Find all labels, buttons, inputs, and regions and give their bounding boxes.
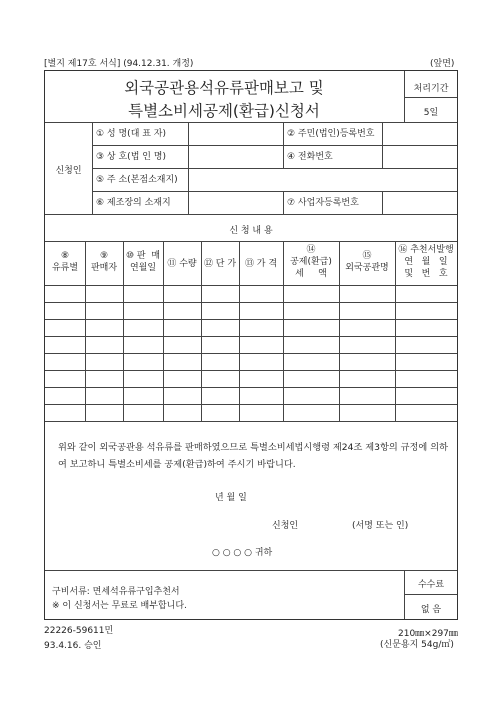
addressee: ○ ○ ○ ○ 귀하 (212, 548, 273, 558)
paper-size: 210㎜×297㎜ (398, 629, 458, 639)
applicant-split2 (382, 122, 383, 168)
form-title-line2: 특별소비세공제(환급)신청서 (128, 102, 320, 120)
form-id: [별지 제17호 서식] (94.12.31. 개정) (44, 59, 194, 69)
page-side: (앞면) (430, 59, 455, 69)
processing-label: 처리기간 (413, 84, 449, 94)
grid-col5 (239, 241, 240, 421)
form-code: 22226-59611민 (44, 626, 114, 636)
grid-col1 (85, 241, 86, 421)
col-tax-amount: ⑭ 공제(환급) 세 액 (290, 245, 332, 279)
fee-value: 없 음 (420, 605, 442, 615)
processing-value: 5일 (423, 108, 439, 118)
applicant-bottom-line (45, 214, 457, 215)
field-name-label: ① 성 명(대 표 자) (96, 129, 167, 139)
statement-text: 위와 같이 외국공관용 석유류를 판매하였으므로 특별소비세법시행령 제24조 제3항의 규정에 의하여 보고하니 특별소비세를 공제(환급)하여 주시기 바랍니다. (58, 442, 448, 470)
col-price: ⑬ 가 격 (244, 259, 278, 269)
field-factory-label: ⑥ 제조장의 소재지 (96, 198, 171, 208)
attachment-line: 구비서류: 면세석유류구입추천서 (52, 587, 180, 597)
field-address-label: ⑤ 주 소(본점소재지) (96, 175, 178, 185)
field-company-label: ③ 상 호(법 인 명) (96, 152, 167, 162)
sign-hint: (서명 또는 인) (352, 521, 409, 531)
grid-col6 (283, 241, 284, 421)
applicant-row3 (92, 191, 457, 192)
applicant-split1 (283, 122, 284, 168)
proc-divider (404, 97, 457, 98)
title-bottom-line (45, 122, 457, 123)
grid-row8 (45, 421, 457, 422)
col-unit-price: ⑫ 단 가 (203, 259, 237, 269)
paper-type: (신문용지 54g/㎡) (380, 640, 454, 650)
col-oil-type: ⑧ 유류별 (51, 251, 79, 273)
free-note: ※ 이 신청서는 무료로 배부합니다. (52, 601, 187, 611)
applicant-split3 (283, 191, 284, 214)
fee-divider (404, 594, 457, 595)
applicant-mid-line (188, 122, 189, 214)
details-title: 신 청 내 용 (229, 226, 273, 236)
col-recommendation: ⑯ 추천서발행 연 월 일 및 번 호 (398, 245, 454, 279)
date-line: 년 월 일 (215, 493, 247, 503)
grid-col8 (395, 241, 396, 421)
applicant-row1 (92, 145, 457, 146)
applicant-split4 (382, 191, 383, 214)
grid-col4 (201, 241, 202, 421)
col-quantity: ⑪ 수량 (167, 259, 197, 269)
field-phone-label: ④ 전화번호 (287, 152, 333, 162)
approval-date: 93.4.16. 승인 (44, 641, 102, 651)
footer-top-line (45, 570, 457, 571)
form-title-line1: 외국공관용석유류판매보고 및 (124, 79, 324, 97)
col-sale-date: ⑩ 판 매 연월일 (125, 251, 161, 273)
grid-col3 (163, 241, 164, 421)
field-bizno-label: ⑦ 사업자등록번호 (287, 198, 359, 208)
applicant-label: 신청인 (55, 166, 82, 176)
field-regno-label: ② 주민(법인)등록번호 (287, 129, 375, 139)
grid-col2 (123, 241, 124, 421)
fee-label: 수수료 (417, 580, 445, 590)
applicant-row2 (92, 168, 457, 169)
grid-col7 (339, 241, 340, 421)
col-embassy: ⑮ 외국공관명 (345, 251, 389, 273)
col-seller: ⑨ 판매자 (90, 251, 118, 273)
applicant-sign-label: 신청인 (272, 521, 299, 531)
